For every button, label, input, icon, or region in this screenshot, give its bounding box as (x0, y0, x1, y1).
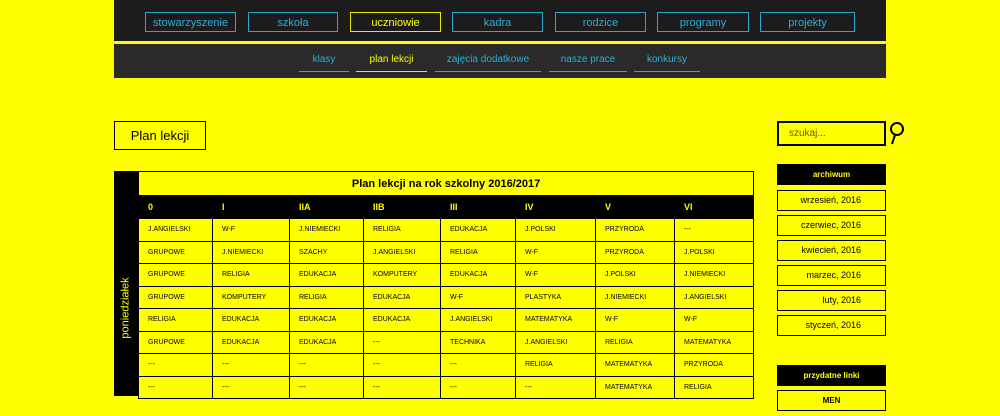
lesson-cell: J.NIEMIECKI (290, 219, 364, 242)
lesson-cell: J.ANGIELSKI (441, 309, 516, 332)
lesson-cell: GRUPOWE (139, 286, 213, 309)
lesson-cell: W-F (516, 241, 596, 264)
links-heading: przydatne linki (777, 365, 886, 386)
archive-link[interactable]: wrzesień, 2016 (777, 190, 886, 211)
lesson-cell: J.NIEMIECKI (213, 241, 290, 264)
column-header: V (596, 196, 675, 219)
table-row (139, 219, 754, 242)
column-header: I (213, 196, 290, 219)
timetable-header-row (139, 196, 754, 219)
nav-item-projekty[interactable]: projekty (760, 12, 855, 32)
archive-link[interactable]: luty, 2016 (777, 290, 886, 311)
lesson-cell: SZACHY (290, 241, 364, 264)
lesson-cell: RELIGIA (364, 219, 441, 242)
subnav-item-konkursy[interactable]: konkursy (634, 54, 700, 72)
lesson-cell: RELIGIA (675, 376, 754, 399)
lesson-cell: --- (364, 376, 441, 399)
lesson-cell: TECHNIKA (441, 331, 516, 354)
table-row (139, 376, 754, 399)
subnav-item-klasy[interactable]: klasy (299, 54, 349, 72)
column-header: III (441, 196, 516, 219)
column-header: 0 (139, 196, 213, 219)
lesson-cell: J.POLSKI (675, 241, 754, 264)
lesson-cell: MATEMATYKA (675, 331, 754, 354)
lesson-cell: EDUKACJA (213, 331, 290, 354)
day-label: poniedziałek (120, 276, 132, 339)
lesson-cell: MATEMATYKA (516, 309, 596, 332)
column-header: IIA (290, 196, 364, 219)
table-row (139, 286, 754, 309)
lesson-cell: --- (290, 354, 364, 377)
lesson-cell: GRUPOWE (139, 331, 213, 354)
lesson-cell: GRUPOWE (139, 241, 213, 264)
nav-item-stowarzyszenie[interactable]: stowarzyszenie (145, 12, 236, 32)
archive-link[interactable]: kwiecień, 2016 (777, 240, 886, 261)
lesson-cell: PLASTYKA (516, 286, 596, 309)
lesson-cell: J.POLSKI (596, 264, 675, 287)
lesson-cell: PRZYRODA (675, 354, 754, 377)
nav-item-uczniowie[interactable]: uczniowie (350, 12, 441, 32)
lesson-cell: PRZYRODA (596, 241, 675, 264)
column-header: VI (675, 196, 754, 219)
nav-item-rodzice[interactable]: rodzice (555, 12, 646, 32)
lesson-cell: EDUKACJA (290, 331, 364, 354)
timetable (138, 171, 754, 399)
sub-navigation (114, 44, 886, 78)
lesson-cell: --- (516, 376, 596, 399)
page-title: Plan lekcji (114, 121, 206, 150)
lesson-cell: EDUKACJA (364, 309, 441, 332)
lesson-cell: MATEMATYKA (596, 354, 675, 377)
lesson-cell: --- (213, 376, 290, 399)
lesson-cell: --- (290, 376, 364, 399)
lesson-cell: J.ANGIELSKI (139, 219, 213, 242)
lesson-cell: EDUKACJA (213, 309, 290, 332)
lesson-cell: J.ANGIELSKI (516, 331, 596, 354)
lesson-cell: MATEMATYKA (596, 376, 675, 399)
table-row (139, 241, 754, 264)
lesson-cell: RELIGIA (441, 241, 516, 264)
table-row (139, 264, 754, 287)
lesson-cell: RELIGIA (290, 286, 364, 309)
search-input[interactable]: szukaj... (777, 121, 886, 146)
lesson-cell: J.ANGIELSKI (675, 286, 754, 309)
table-row (139, 331, 754, 354)
table-row (139, 309, 754, 332)
lesson-cell: J.NIEMIECKI (596, 286, 675, 309)
lesson-cell: W-F (596, 309, 675, 332)
lesson-cell: EDUKACJA (290, 264, 364, 287)
lesson-cell: PRZYRODA (596, 219, 675, 242)
lesson-cell: EDUKACJA (364, 286, 441, 309)
subnav-item-plan-lekcji[interactable]: plan lekcji (356, 54, 427, 72)
lesson-cell: EDUKACJA (290, 309, 364, 332)
lesson-cell: RELIGIA (139, 309, 213, 332)
table-row (139, 354, 754, 377)
lesson-cell: J.NIEMIECKI (675, 264, 754, 287)
top-navigation (114, 0, 886, 41)
lesson-cell: --- (441, 376, 516, 399)
day-label-wrapper (114, 171, 138, 396)
lesson-cell: W-F (441, 286, 516, 309)
lesson-cell: W-F (516, 264, 596, 287)
lesson-cell: KOMPUTERY (213, 286, 290, 309)
lesson-cell: W-F (675, 309, 754, 332)
lesson-cell: RELIGIA (213, 264, 290, 287)
lesson-cell: EDUKACJA (441, 219, 516, 242)
lesson-cell: --- (364, 354, 441, 377)
lesson-cell: --- (441, 354, 516, 377)
archive-link[interactable]: czerwiec, 2016 (777, 215, 886, 236)
nav-item-szkola[interactable]: szkoła (248, 12, 338, 32)
lesson-cell: RELIGIA (596, 331, 675, 354)
lesson-cell: RELIGIA (516, 354, 596, 377)
lesson-cell: W-F (213, 219, 290, 242)
lesson-cell: --- (213, 354, 290, 377)
subnav-item-zajecia-dodatkowe[interactable]: zajęcia dodatkowe (435, 54, 541, 72)
link-men[interactable]: MEN (777, 390, 886, 411)
column-header: IV (516, 196, 596, 219)
subnav-item-nasze-prace[interactable]: nasze prace (549, 54, 627, 72)
nav-item-programy[interactable]: programy (657, 12, 749, 32)
lesson-cell: J.POLSKI (516, 219, 596, 242)
column-header: IIB (364, 196, 441, 219)
archive-link[interactable]: marzec, 2016 (777, 265, 886, 286)
lesson-cell: --- (139, 354, 213, 377)
lesson-cell: --- (675, 219, 754, 242)
lesson-cell: --- (364, 331, 441, 354)
lesson-cell: GRUPOWE (139, 264, 213, 287)
lesson-cell: J.ANGIELSKI (364, 241, 441, 264)
timetable-caption: Plan lekcji na rok szkolny 2016/2017 (139, 172, 754, 196)
archive-link[interactable]: styczeń, 2016 (777, 315, 886, 336)
lesson-cell: KOMPUTERY (364, 264, 441, 287)
archive-heading: archiwum (777, 164, 886, 185)
nav-item-kadra[interactable]: kadra (452, 12, 543, 32)
lesson-cell: EDUKACJA (441, 264, 516, 287)
lesson-cell: --- (139, 376, 213, 399)
search-icon[interactable] (889, 121, 905, 145)
